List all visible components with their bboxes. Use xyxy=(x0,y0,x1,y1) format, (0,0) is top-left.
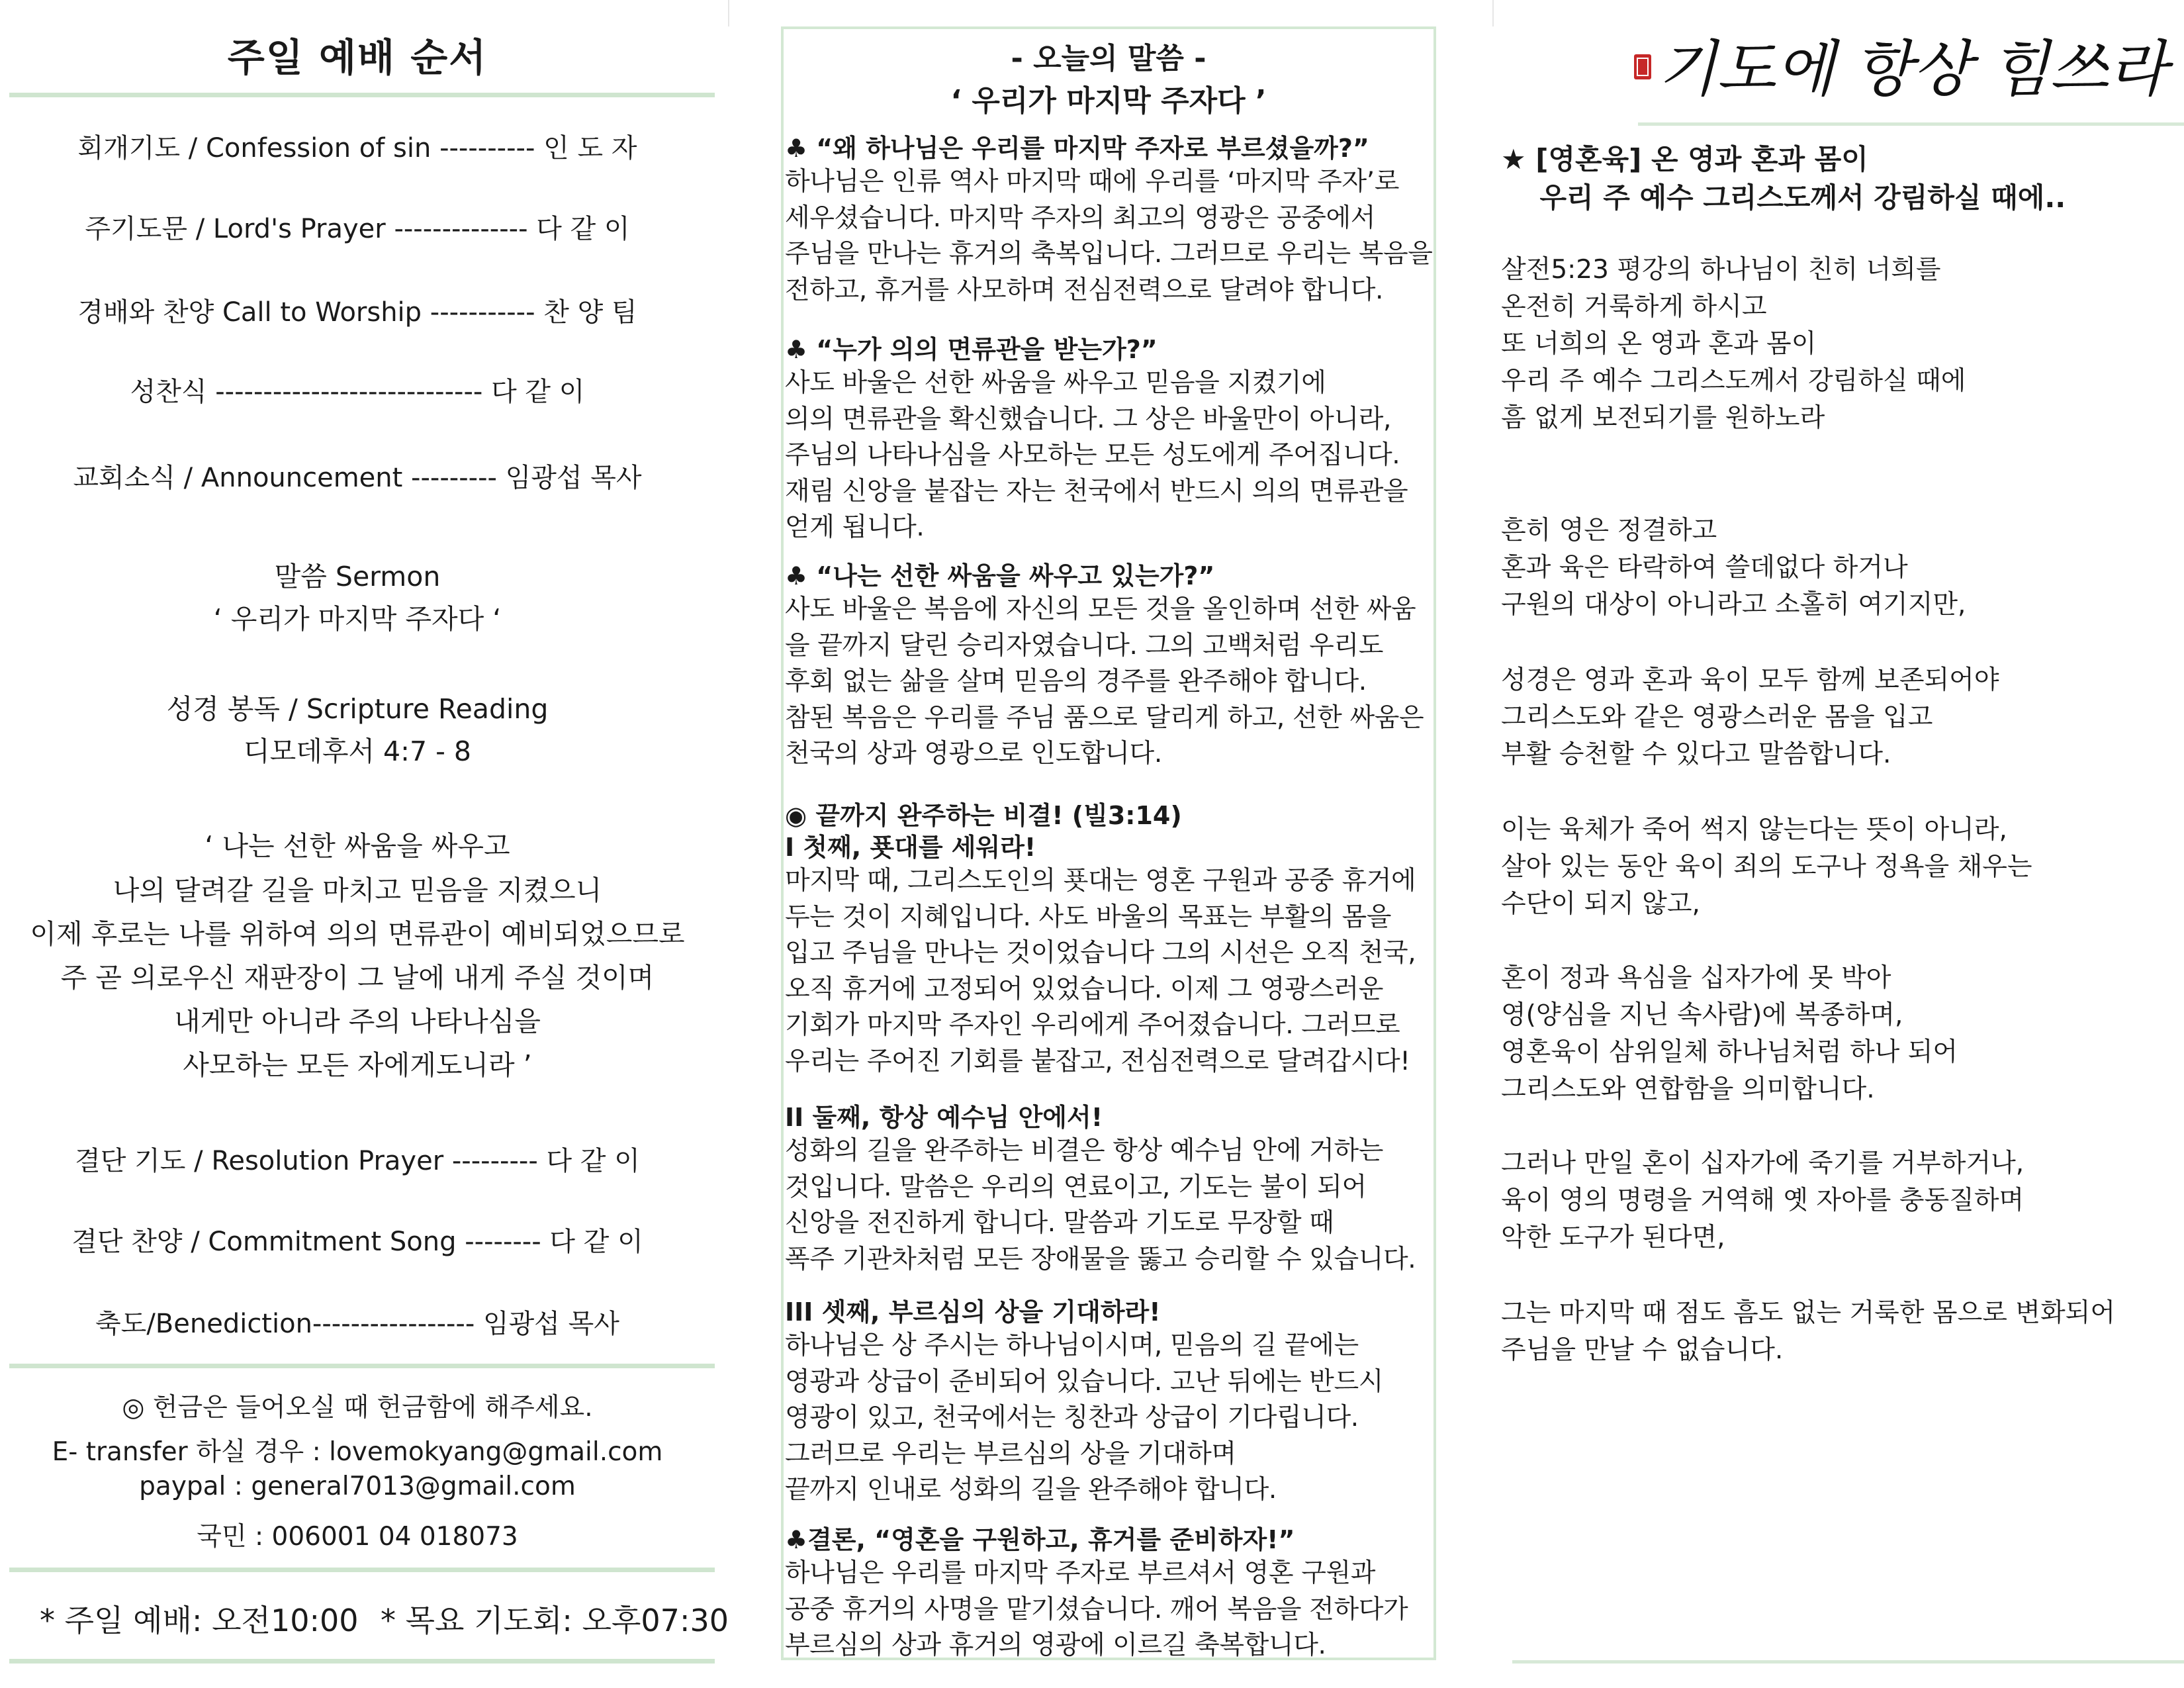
order-item-commitment-song: 결단 찬양 / Commitment Song -------- 다 같 이 xyxy=(71,1227,643,1257)
section-body: 성화의 길을 완주하는 비결은 항상 예수님 안에 거하는 것입니다. 말씀은 우리의 연료이고, 기도는 불이 되어 신앙을 전진하게 합니다. 말씀과 기도로 무장할 때 폭주 기관차처럼 모든 장애물을 뚫고 승리할 수 있습니다. xyxy=(785,1136,1416,1274)
sermon-section xyxy=(785,1296,1440,1509)
section-heading: ♣ “나는 선한 싸움을 싸우고 있는가?” xyxy=(785,561,1215,590)
footer-divider xyxy=(9,1659,715,1664)
reading-reference: 디모데후서 4:7 - 8 xyxy=(244,735,471,767)
order-item-resolution-prayer: 결단 기도 / Resolution Prayer --------- 다 같 이 xyxy=(75,1146,640,1176)
right-paragraph: 이는 육체가 죽어 썩지 않는다는 뜻이 아니라, 살아 있는 동안 육이 죄의 도구나 정욕을 채우는 수단이 되지 않고, xyxy=(1501,815,2032,919)
section-heading: ♣ “누가 의의 면류관을 받는가?” xyxy=(785,335,1158,364)
section-body: 마지막 때, 그리스도인의 푯대는 영혼 구원과 공중 휴거에 두는 것이 지혜입니다. 사도 바울의 목표는 부활의 몸을 입고 주님을 만나는 것이었습니다 그의 시선은 오직 천국, 오직 휴거에 고정되어 있었습니다. 이제 그 영광스러운 기회가 마지막 주자인 우리에게 주어졌습니다. 그러므로 우리는 주어진 기회를 붙잡고, 전심전력으로 달려갑시다! xyxy=(785,866,1416,1076)
order-item-confession: 회개기도 / Confession of sin ---------- 인 도 자 xyxy=(77,133,637,164)
bank-account-info: 국민 : 006001 04 018073 xyxy=(197,1522,518,1552)
section-heading: II 둘째, 항상 예수님 안에서! xyxy=(785,1103,1103,1132)
section-body: 사도 바울은 선한 싸움을 싸우고 믿음을 지켰기에 의의 면류관을 확신했습니다. 그 상은 바울만이 아니라, 주님의 나타나심을 사모하는 모든 성도에게 주어집니다. 재림 신앙을 붙잡는 자는 천국에서 반드시 의의 면류관을 얻게 됩니다. xyxy=(785,368,1408,542)
verse-line: 이제 후로는 나를 위하여 의의 면류관이 예비되었으므로 xyxy=(30,918,685,950)
verse-line: 주 곧 의로우신 재판장이 그 날에 내게 주실 것이며 xyxy=(60,962,655,994)
sermon-section xyxy=(785,560,1440,773)
section-body: 사도 바울은 복음에 자신의 모든 것을 올인하며 선한 싸움 을 끝까지 달린 승리자였습니다. 그의 고백처럼 우리도 후회 없는 삶을 살며 믿음의 경주를 완주해야 합니다. 참된 복음은 우리를 주님 품으로 달리게 하고, 선한 싸움은 천국의 상과 영광으로 인도합니다. xyxy=(785,594,1424,769)
sunday-service-time: * 주일 예배: 오전10:00 xyxy=(40,1603,359,1638)
sermon-heading: ‘ 우리가 마지막 주자다 ’ xyxy=(950,84,1267,118)
offering-divider-top xyxy=(9,1364,715,1368)
section-heading: ♣결론, “영혼을 구원하고, 휴거를 준비하자!” xyxy=(785,1525,1295,1554)
offering-divider-bottom xyxy=(9,1568,715,1572)
right-paragraph: 혼이 정과 욕심을 십자가에 못 박아 영(양심을 지닌 속사람)에 복종하며, 영혼육이 삼위일체 하나님처럼 하나 되어 그리스도와 연합함을 의미합니다. xyxy=(1501,963,1958,1104)
section-heading: ♣ “왜 하나님은 우리를 마지막 주자로 부르셨을까?” xyxy=(785,134,1369,163)
worship-order-title: 주일 예배 순서 xyxy=(227,35,488,80)
sermon-section xyxy=(785,800,1440,1080)
sermon-title: ‘ 우리가 마지막 주자다 ‘ xyxy=(213,603,502,635)
logo-lettering: 기도에 항상 힘쓰라 xyxy=(1658,34,2167,105)
verse-line: ‘ 나는 선한 싸움을 싸우고 xyxy=(205,830,510,862)
right-paragraph: 그러나 만일 혼이 십자가에 죽기를 거부하거나, 육이 영의 명령을 거역해 옛 자아를 충동질하며 악한 도구가 된다면, xyxy=(1501,1149,2025,1252)
order-item-benediction: 축도/Benediction----------------- 임광섭 목사 xyxy=(95,1309,619,1339)
verse-line: 내게만 아니라 주의 나타나심을 xyxy=(174,1006,541,1037)
section-body: 하나님은 인류 역사 마지막 때에 우리를 ‘마지막 주자’로 세우셨습니다. 마지막 주자의 최고의 영광은 공중에서 주님을 만나는 휴거의 축복입니다. 그러므로 우리는 복음을 전하고, 휴거를 사모하며 전심전력으로 달려야 합니다. xyxy=(785,167,1433,305)
paypal-info: paypal : general7013@gmail.com xyxy=(139,1472,576,1501)
sermon-section xyxy=(785,1524,1440,1664)
section-body: 하나님은 상 주시는 하나님이시며, 믿음의 길 끝에는 영광과 상급이 준비되어 있습니다. 고난 뒤에는 반드시 영광이 있고, 천국에서는 칭찬과 상급이 기다립니다. 그러므로 우리는 부르심의 상을 기대하며 끝까지 인내로 성화의 길을 완주해야 합니다. xyxy=(785,1331,1384,1505)
right-footer-divider xyxy=(1512,1660,2184,1664)
right-heading: ★ [영혼육] 온 영과 혼과 몸이 우리 주 예수 그리스도께서 강림하실 때에.. xyxy=(1501,143,2066,214)
section-heading: III 셋째, 부르심의 상을 기대하라! xyxy=(785,1297,1161,1327)
sermon-section xyxy=(785,334,1440,546)
order-item-announcement: 교회소식 / Announcement --------- 임광섭 목사 xyxy=(73,463,642,493)
right-paragraph: 그는 마지막 때 점도 흠도 없는 거룩한 몸으로 변화되어 주님을 만날 수 없습니다. xyxy=(1501,1298,2116,1365)
right-paragraph: 살전5:23 평강의 하나님이 친히 너희를 온전히 거룩하게 하시고 또 너희의 온 영과 혼과 몸이 우리 주 예수 그리스도께서 강림하실 때에 흠 없게 보전되기를 원하노라 xyxy=(1501,255,1966,433)
section-subheading: I 첫째, 푯대를 세워라! xyxy=(785,833,1036,862)
order-item-communion: 성찬식 ---------------------------- 다 같 이 xyxy=(130,377,585,407)
verse-line: 사모하는 모든 자에게도니라 ’ xyxy=(183,1049,532,1081)
thursday-prayer-time: * 목요 기도회: 오후07:30 xyxy=(381,1603,729,1638)
section-body: 하나님은 우리를 마지막 주자로 부르셔서 영혼 구원과 공중 휴거의 사명을 맡기셨습니다. 깨어 복음을 전하다가 부르심의 상과 휴거의 영광에 이르길 축복합니다. xyxy=(785,1558,1408,1660)
right-paragraph: 흔히 영은 정결하고 혼과 육은 타락하여 쓸데없다 하거나 구원의 대상이 아니라고 소홀히 여기지만, xyxy=(1501,516,1966,620)
sermon-section xyxy=(785,1102,1440,1278)
reading-label: 성경 봉독 / Scripture Reading xyxy=(166,693,549,725)
sermon-section xyxy=(785,132,1440,308)
offering-note: ◎ 헌금은 들어오실 때 헌금함에 해주세요. xyxy=(122,1393,593,1423)
order-item-lords-prayer: 주기도문 / Lord's Prayer -------------- 다 같 이 xyxy=(85,214,630,244)
calligraphy-logo xyxy=(1631,12,2167,111)
verse-line: 나의 달려갈 길을 마치고 믿음을 지켰으니 xyxy=(113,874,602,906)
title-divider xyxy=(9,93,715,97)
todays-word-label: - 오늘의 말씀 - xyxy=(1011,42,1206,75)
right-paragraph: 성경은 영과 혼과 육이 모두 함께 보존되어야 그리스도와 같은 영광스러운 몸을 입고 부활 승천할 수 있다고 말씀합니다. xyxy=(1501,665,1999,769)
order-item-call-to-worship: 경배와 찬양 Call to Worship ----------- 찬 양 팀 xyxy=(77,297,637,328)
etransfer-info: E- transfer 하실 경우 : lovemokyang@gmail.com xyxy=(52,1437,663,1467)
section-heading: ◉ 끝까지 완주하는 비결! (빌3:14) xyxy=(785,801,1182,830)
sermon-label: 말씀 Sermon xyxy=(274,561,441,592)
logo-underline xyxy=(1638,122,2184,126)
